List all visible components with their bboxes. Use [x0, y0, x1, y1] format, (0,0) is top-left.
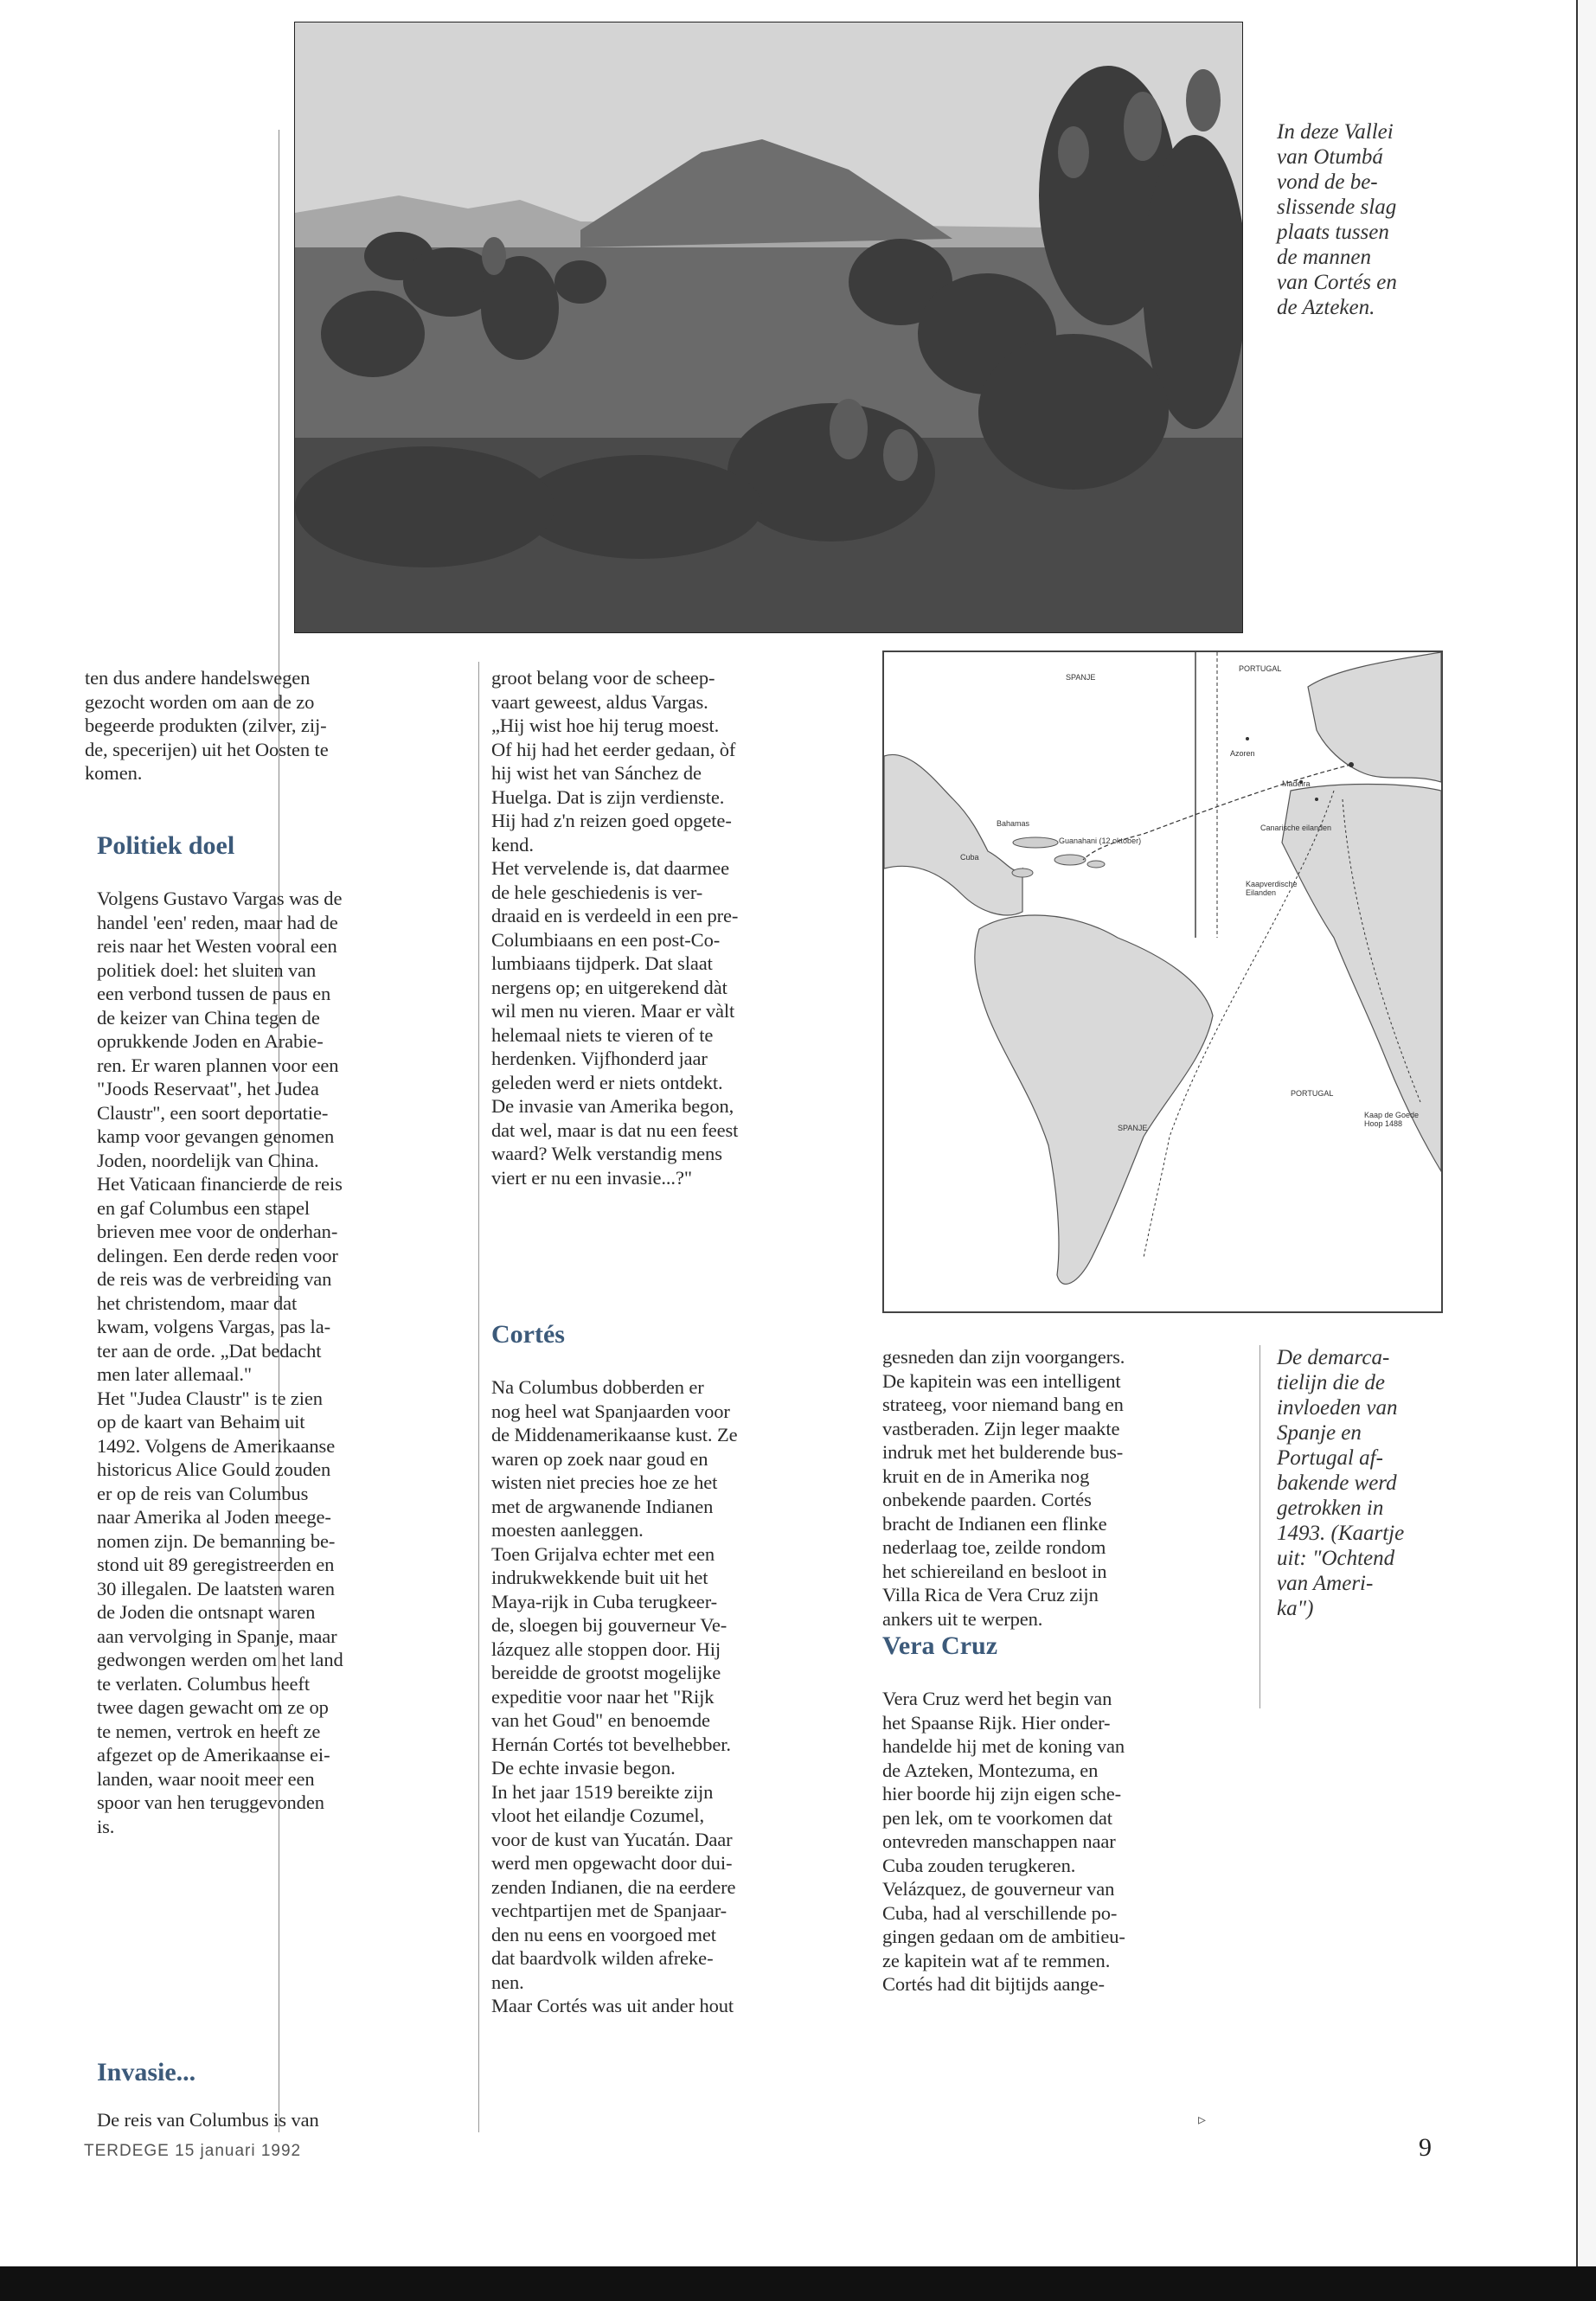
column-rule — [478, 662, 479, 2132]
scan-border — [0, 2266, 1596, 2301]
map-label-azoren: Azoren — [1230, 749, 1255, 758]
col3-veracruz: Vera Cruz werd het begin van het Spaanse Rijk. Hier onder- handelde hij met de koning van de Azteken, Montezuma, en hier boorde hij zijn eigen sche- pen lek, om te voorkomen dat ontevreden manschappen naar Cuba zouden terugkeren. Velázquez, de gouverneur van Cuba, had al verschillende po- gingen gedaan om de ambitieu- ze kapitein wat af te remmen. Cortés had dit bijtijds aange- — [882, 1688, 1125, 1995]
col3-top: gesneden dan zijn voorgangers. De kapitein was een intelligent strateeg, voor niemand bang en vastberaden. Zijn leger maakte indruk met het bulderende bus- kruit en de in Amerika nog onbekende paarden. Cortés bracht de Indianen een flinke nederlaag toe, zeilde rondom het schiereiland en besloot in Villa Rica de Vera Cruz zijn ankers uit te werpen. — [882, 1346, 1125, 1630]
valley-photo — [294, 22, 1243, 633]
heading-vera-cruz: Vera Cruz — [882, 1631, 998, 1660]
landscape-illustration — [295, 22, 1242, 632]
col1-intro: ten dus andere handelswegen gezocht worden om aan de zo begeerde produkten (zilver, zij- de, specerijen) uit het Oosten te komen. — [85, 667, 329, 784]
map-label-guanahani: Guanahani (12 oktober) — [1059, 836, 1142, 845]
col1-invasie: De reis van Columbus is van — [97, 2109, 319, 2131]
map-label-kaapverdie: Kaapverdische Eilanden — [1246, 880, 1298, 897]
map-label-madeira: Madeira — [1282, 779, 1311, 788]
continue-marker-icon: ▹ — [1198, 2111, 1207, 2128]
page-edge — [1576, 0, 1596, 2266]
map-label-cuba: Cuba — [960, 853, 979, 862]
map-label-spanje-mid: SPANJE — [1118, 1124, 1148, 1132]
col1-politiek: Volgens Gustavo Vargas was de handel 'een' reden, maar had de reis naar het Westen vooral een politiek doel: het sluiten van een verbond tussen de paus en de keizer van China tegen de oprukkende Joden en Arabie- ren. Er waren plannen voor een "Joods Reservaat", het Judea Claustr", een soort deportatie- kamp voor gevangen genomen Joden, noordelijk van China. Het Vaticaan financierde de reis en gaf Columbus een stapel brieven mee voor de onderhan- delingen. Een derde reden voor de reis was de verbreiding van het christendom, maar dat kwam, volgens Vargas, pas la- ter aan de orde. „Dat bedacht men later allemaal." Het "Judea Claustr" is te zien op de kaart van Behaim uit 1492. Volgens de Amerikaanse historicus Alice Gould zouden er op de reis van Columbus naar Amerika al Joden meege- nomen zijn. De bemanning be- stond uit 89 geregistreerden en 30 illegalen. De laatsten waren de Joden die ontsnapt waren aan vervolging in Spanje, maar gedwongen werden om het land te verlaten. Columbus heeft twee dagen gewacht om ze op te nemen, vertrok en heeft ze afgezet op de Amerikaanse ei- landen, waar nooit meer een spoor van hen teruggevonden is. — [97, 888, 343, 1837]
col2-cortes: Na Columbus dobberden er nog heel wat Spanjaarden voor de Middenamerikaanse kust. Ze waren op zoek naar goud en wisten niet precies hoe ze het met de argwanende Indianen moesten aanleggen. Toen Grijalva echter met een indrukwekkende buit uit het Maya-rijk in Cuba terugkeer- de, sloegen bij gouverneur Ve- lázquez alle stoppen door. Hij bereidde de grootst mogelijke expeditie voor naar het "Rijk van het Goud" en benoemde Hernán Cortés tot bevelhebber. De echte invasie begon. In het jaar 1519 bereikte zijn vloot het eilandje Cozumel, voor de kust van Yucatán. Daar werd men opgewacht door dui- zenden Indianen, die na eerdere vechtpartijen met de Spanjaar- den nu eens en voorgoed met dat baardvolk wilden afreke- nen. Maar Cortés was uit ander hout — [491, 1376, 738, 2016]
footer-magazine: TERDEGE 15 januari 1992 — [84, 2142, 302, 2160]
map-label-canarische: Canarische eilanden — [1260, 824, 1332, 832]
map-label-spanje: SPANJE — [1066, 673, 1096, 682]
demarcation-map — [882, 651, 1443, 1313]
map-label-kaap: Kaap de Goede Hoop 1488 — [1364, 1111, 1420, 1128]
map-label-bahamas: Bahamas — [997, 819, 1030, 828]
heading-invasie: Invasie... — [97, 2058, 196, 2086]
photo-caption: In deze Vallei van Otumbá vond de be- slissende slag plaats tussen de mannen van Cortés en de Azteken. — [1277, 120, 1397, 319]
col2-top: groot belang voor de scheep- vaart geweest, aldus Vargas. „Hij wist hoe hij terug moest. Of hij had het eerder gedaan, òf hij wist het van Sánchez de Huelga. Dat is zijn verdienste. Hij had z'n reizen goed opgete- kend. Het vervelende is, dat daarmee de hele geschiedenis is ver- draaid en is verdeeld in een pre- Columbiaans en een post-Co- lumbiaans tijdperk. Dat slaat nergens op; en uitgerekend dàt wil men nu vieren. Maar er vàlt helemaal niets te vieren of te herdenken. Vijfhonderd jaar geleden werd er niets ontdekt. De invasie van Amerika begon, dat wel, maar is dat nu een feest waard? Welk verstandig mens viert er nu een invasie...?" — [491, 667, 739, 1189]
column-rule — [1259, 1345, 1260, 1708]
map-label-portugal-mid: PORTUGAL — [1291, 1089, 1334, 1098]
map-illustration — [884, 652, 1441, 1311]
heading-cortes: Cortés — [491, 1320, 565, 1349]
map-label-portugal: PORTUGAL — [1239, 664, 1282, 673]
map-caption: De demarca- tielijn die de invloeden van Spanje en Portugal af- bakende werd getrokken in 1493. (Kaartje uit: "Ochtend van Ameri- ka") — [1277, 1346, 1405, 1620]
page-number: 9 — [1419, 2133, 1432, 2162]
heading-politiek-doel: Politiek doel — [97, 831, 235, 860]
